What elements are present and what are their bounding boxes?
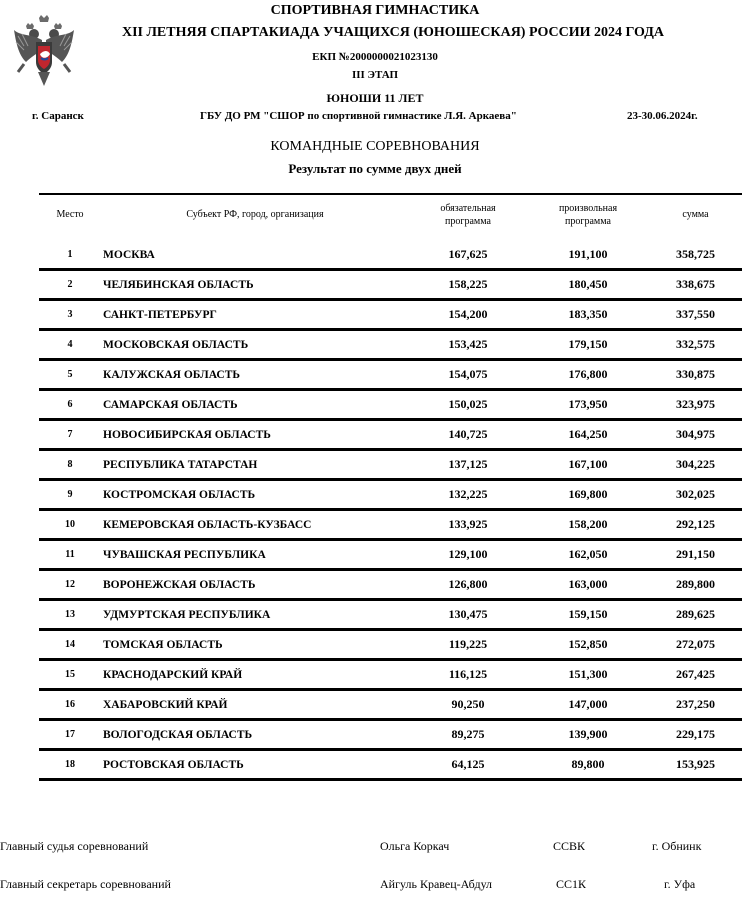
place-cell: 14 [39, 630, 101, 660]
total-score-cell: 272,075 [649, 630, 742, 660]
subject-cell: ВОЛОГОДСКАЯ ОБЛАСТЬ [101, 720, 409, 750]
table-row [39, 540, 742, 570]
column-header-place: Место [39, 194, 101, 238]
result-subtitle: Результат по сумме двух дней [288, 161, 462, 176]
place-cell: 3 [39, 300, 101, 330]
venue-organization: ГБУ ДО РМ "СШОР по спортивной гимнастике Л.Я. Аркаева" [200, 110, 517, 122]
total-score-cell: 289,625 [649, 600, 742, 630]
compulsory-score-cell: 126,800 [409, 570, 527, 600]
place-cell: 10 [39, 510, 101, 540]
compulsory-score-cell: 133,925 [409, 510, 527, 540]
total-score-cell: 302,025 [649, 480, 742, 510]
table-row [39, 270, 742, 300]
compulsory-score-cell: 154,075 [409, 360, 527, 390]
optional-score-cell: 176,800 [527, 360, 649, 390]
compulsory-score-cell: 137,125 [409, 450, 527, 480]
sport-title: СПОРТИВНАЯ ГИМНАСТИКА [270, 3, 480, 18]
compulsory-score-cell: 116,125 [409, 660, 527, 690]
place-cell: 8 [39, 450, 101, 480]
compulsory-score-cell: 167,625 [409, 238, 527, 270]
subject-cell: ЧУВАШСКАЯ РЕСПУБЛИКА [101, 540, 409, 570]
total-score-cell: 291,150 [649, 540, 742, 570]
subject-cell: САНКТ-ПЕТЕРБУРГ [101, 300, 409, 330]
table-row [39, 510, 742, 540]
table-row [39, 330, 742, 360]
competition-title: КОМАНДНЫЕ СОРЕВНОВАНИЯ [270, 139, 480, 154]
place-cell: 1 [39, 238, 101, 270]
optional-score-cell: 147,000 [527, 690, 649, 720]
total-score-cell: 330,875 [649, 360, 742, 390]
optional-score-cell: 139,900 [527, 720, 649, 750]
optional-score-cell: 159,150 [527, 600, 649, 630]
compulsory-score-cell: 132,225 [409, 480, 527, 510]
table-row [39, 450, 742, 480]
table-row [39, 630, 742, 660]
column-header-subject: Субъект РФ, город, организация [101, 194, 409, 238]
chief-secretary-role: Главный секретарь соревнований [0, 877, 171, 891]
subject-cell: РЕСПУБЛИКА ТАТАРСТАН [101, 450, 409, 480]
chief-secretary-city: г. Уфа [664, 877, 696, 891]
column-header-total: сумма [649, 194, 742, 238]
subject-cell: ЧЕЛЯБИНСКАЯ ОБЛАСТЬ [101, 270, 409, 300]
table-row [39, 390, 742, 420]
total-score-cell: 229,175 [649, 720, 742, 750]
total-score-cell: 358,725 [649, 238, 742, 270]
chief-judge-name: Ольга Коркач [380, 839, 450, 853]
optional-score-cell: 163,000 [527, 570, 649, 600]
compulsory-score-cell: 153,425 [409, 330, 527, 360]
table-row [39, 750, 742, 780]
compulsory-score-cell: 129,100 [409, 540, 527, 570]
results-table [39, 193, 742, 781]
optional-score-cell: 162,050 [527, 540, 649, 570]
place-cell: 18 [39, 750, 101, 780]
optional-score-cell: 183,350 [527, 300, 649, 330]
event-dates: 23-30.06.2024г. [627, 110, 698, 122]
optional-score-cell: 167,100 [527, 450, 649, 480]
optional-score-cell: 89,800 [527, 750, 649, 780]
place-cell: 11 [39, 540, 101, 570]
table-row [39, 360, 742, 390]
subject-cell: МОСКОВСКАЯ ОБЛАСТЬ [101, 330, 409, 360]
subject-cell: ВОРОНЕЖСКАЯ ОБЛАСТЬ [101, 570, 409, 600]
table-row [39, 420, 742, 450]
optional-score-cell: 169,800 [527, 480, 649, 510]
compulsory-score-cell: 90,250 [409, 690, 527, 720]
total-score-cell: 153,925 [649, 750, 742, 780]
compulsory-score-cell: 64,125 [409, 750, 527, 780]
table-row [39, 570, 742, 600]
ekp-number: ЕКП №2000000021023130 [312, 51, 438, 63]
table-row [39, 300, 742, 330]
subject-cell: КЕМЕРОВСКАЯ ОБЛАСТЬ-КУЗБАСС [101, 510, 409, 540]
total-score-cell: 338,675 [649, 270, 742, 300]
table-row [39, 600, 742, 630]
event-title: XII ЛЕТНЯЯ СПАРТАКИАДА УЧАЩИХСЯ (ЮНОШЕСКАЯ) РОССИИ 2024 ГОДА [121, 25, 664, 40]
compulsory-score-cell: 130,475 [409, 600, 527, 630]
chief-secretary-category: СС1К [556, 877, 587, 891]
place-cell: 13 [39, 600, 101, 630]
subject-cell: ХАБАРОВСКИЙ КРАЙ [101, 690, 409, 720]
chief-judge-role: Главный судья соревнований [0, 839, 149, 853]
chief-judge-city: г. Обнинк [652, 839, 702, 853]
compulsory-score-cell: 140,725 [409, 420, 527, 450]
compulsory-score-cell: 158,225 [409, 270, 527, 300]
table-row [39, 720, 742, 750]
optional-score-cell: 158,200 [527, 510, 649, 540]
total-score-cell: 289,800 [649, 570, 742, 600]
subject-cell: НОВОСИБИРСКАЯ ОБЛАСТЬ [101, 420, 409, 450]
place-cell: 7 [39, 420, 101, 450]
compulsory-score-cell: 119,225 [409, 630, 527, 660]
chief-judge-category: ССВК [553, 839, 586, 853]
total-score-cell: 304,225 [649, 450, 742, 480]
subject-cell: САМАРСКАЯ ОБЛАСТЬ [101, 390, 409, 420]
subject-cell: УДМУРТСКАЯ РЕСПУБЛИКА [101, 600, 409, 630]
table-row [39, 238, 742, 270]
subject-cell: ТОМСКАЯ ОБЛАСТЬ [101, 630, 409, 660]
place-cell: 17 [39, 720, 101, 750]
place-cell: 12 [39, 570, 101, 600]
compulsory-score-cell: 89,275 [409, 720, 527, 750]
total-score-cell: 292,125 [649, 510, 742, 540]
compulsory-score-cell: 154,200 [409, 300, 527, 330]
optional-score-cell: 180,450 [527, 270, 649, 300]
table-row [39, 690, 742, 720]
column-header-optional: произвольная программа [527, 194, 649, 238]
total-score-cell: 337,550 [649, 300, 742, 330]
venue-city: г. Саранск [32, 110, 84, 122]
optional-score-cell: 152,850 [527, 630, 649, 660]
place-cell: 6 [39, 390, 101, 420]
category-label: ЮНОШИ 11 ЛЕТ [326, 91, 424, 105]
optional-score-cell: 191,100 [527, 238, 649, 270]
place-cell: 9 [39, 480, 101, 510]
total-score-cell: 304,975 [649, 420, 742, 450]
compulsory-score-cell: 150,025 [409, 390, 527, 420]
table-row [39, 660, 742, 690]
stage-label: III ЭТАП [351, 69, 399, 81]
subject-cell: РОСТОВСКАЯ ОБЛАСТЬ [101, 750, 409, 780]
optional-score-cell: 179,150 [527, 330, 649, 360]
place-cell: 5 [39, 360, 101, 390]
total-score-cell: 332,575 [649, 330, 742, 360]
optional-score-cell: 173,950 [527, 390, 649, 420]
subject-cell: КАЛУЖСКАЯ ОБЛАСТЬ [101, 360, 409, 390]
total-score-cell: 237,250 [649, 690, 742, 720]
optional-score-cell: 164,250 [527, 420, 649, 450]
chief-secretary-name: Айгуль Кравец-Абдул [380, 877, 493, 891]
column-header-compulsory: обязательная программа [409, 194, 527, 238]
total-score-cell: 267,425 [649, 660, 742, 690]
place-cell: 16 [39, 690, 101, 720]
place-cell: 2 [39, 270, 101, 300]
place-cell: 15 [39, 660, 101, 690]
total-score-cell: 323,975 [649, 390, 742, 420]
place-cell: 4 [39, 330, 101, 360]
optional-score-cell: 151,300 [527, 660, 649, 690]
table-row [39, 480, 742, 510]
subject-cell: МОСКВА [101, 238, 409, 270]
subject-cell: КОСТРОМСКАЯ ОБЛАСТЬ [101, 480, 409, 510]
table-header-row [39, 194, 742, 238]
subject-cell: КРАСНОДАРСКИЙ КРАЙ [101, 660, 409, 690]
